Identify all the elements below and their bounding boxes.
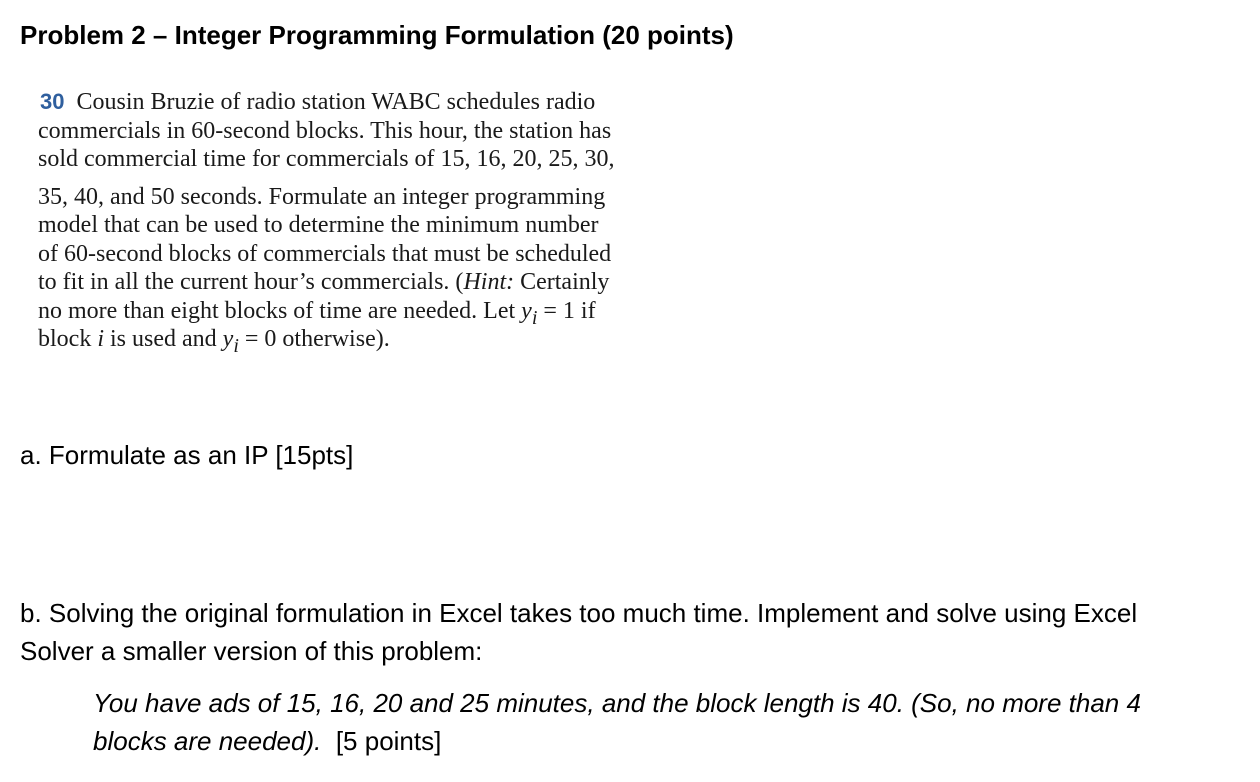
subscript-i: i [531,306,538,329]
part-b-prompt-line2: Solver a smaller version of this problem: [20,636,483,666]
line-text: = 1 if [537,297,596,324]
line-text: is used and [104,326,223,352]
problem-line [38,268,678,297]
line-text: no more than eight blocks of time are needed. Let [38,297,522,324]
part-b-note-line2 [93,726,441,757]
line-text: = 0 otherwise). [238,326,390,352]
problem-line-text: Cousin Bruzie of radio station WABC schedules radio [76,89,596,115]
part-b-note-line1: You have ads of 15, 16, 20 and 25 minutes, and the block length is 40. (So, no more than 4 [93,688,1141,718]
part-a-prompt: a. Formulate as an IP [15pts] [20,440,354,470]
problem-line [38,88,678,117]
problem-line: commercials in 60-second blocks. This hour, the station has [38,117,612,144]
line-text: to fit in all the current hour’s commercials. ( [38,269,464,295]
problem-line: 35, 40, and 50 seconds. Formulate an integer programming [38,183,606,210]
part-b-note-italic: blocks are needed). [93,726,322,756]
problem-line [38,297,678,329]
problem-line: sold commercial time for commercials of 15, 16, 20, 25, 30, [38,146,615,172]
hint-label: Hint: [463,269,515,295]
part-b-prompt-line1: b. Solving the original formulation in Excel takes too much time. Implement and solve using Excel [20,598,1138,628]
line-text: Certainly [514,269,610,295]
problem-number: 30 [40,89,65,114]
line-text: block [38,326,98,352]
problem-line [38,325,678,357]
variable-i: i [97,326,104,352]
subscript-i: i [233,334,239,357]
problem-heading: Problem 2 – Integer Programming Formulation (20 points) [20,20,734,50]
problem-line: of 60-second blocks of commercials that must be scheduled [38,240,612,267]
problem-line: model that can be used to determine the minimum number [38,212,599,238]
part-b-points: [5 points] [321,726,442,756]
problem-statement [38,88,678,357]
variable-y: y [222,326,234,352]
variable-y: y [521,297,532,324]
